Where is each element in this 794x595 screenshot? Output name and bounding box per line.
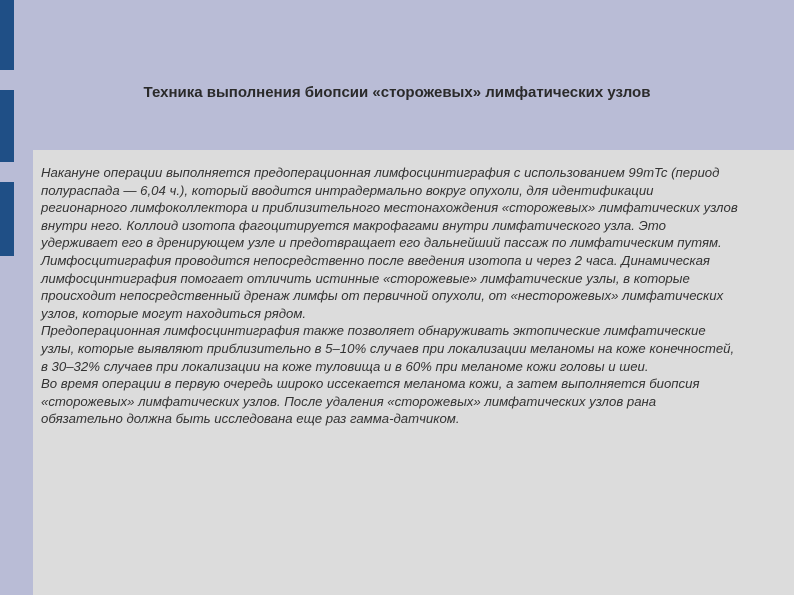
accent-bar	[0, 90, 14, 162]
paragraph: Предоперационная лимфосцинтиграфия также позволяет обнаруживать эктопические лимфатические узлы, которые выявляют приблизительно в 5–10% случаев при локализации меланомы на коже конечностей, в 30–32% случаев при локализации на коже туловища и в 60% при меланоме кожи головы и шеи.	[41, 323, 735, 374]
content-panel	[33, 150, 794, 595]
paragraph: Во время операции в первую очередь широко иссекается меланома кожи, а затем выполняется биопсия «сторожевых» лимфатических узлов. После удаления «сторожевых» лимфатических узлов рана обязательно должна быть исследована еще раз гамма-датчиком.	[41, 376, 700, 427]
paragraph: Лимфосцитиграфия проводится непосредственно после введения изотопа и через 2 часа. Динамическая лимфосцинтиграфия помогает отличить истинные «сторожевые» лимфатические узлы, в которые происходит непосредственный дренаж лимфы от первичной опухоли, от «несторожевых» лимфатических узлов, которые могут находиться рядом.	[41, 252, 724, 321]
accent-bar	[0, 182, 14, 256]
paragraph: Накануне операции выполняется предоперационная лимфосцинтиграфия с использованием 99mTc (период полураспада — 6,04 ч.), который вводится интрадермально вокруг опухоли, для идентификации регионарного лимфоколлектора и приблизительного местонахождения «сторожевых» лимфатических узлов внутри него. Коллоид изотопа фагоцитируется макрофагами внутри лимфатического узла. Это удерживает его в дренирующем узле и предотвращает его дальнейший пассаж по лимфатическим путям.	[41, 165, 738, 251]
accent-bar	[0, 0, 14, 70]
slide-title: Техника выполнения биопсии «сторожевых» лимфатических узлов	[143, 84, 651, 101]
body-text	[41, 164, 741, 428]
